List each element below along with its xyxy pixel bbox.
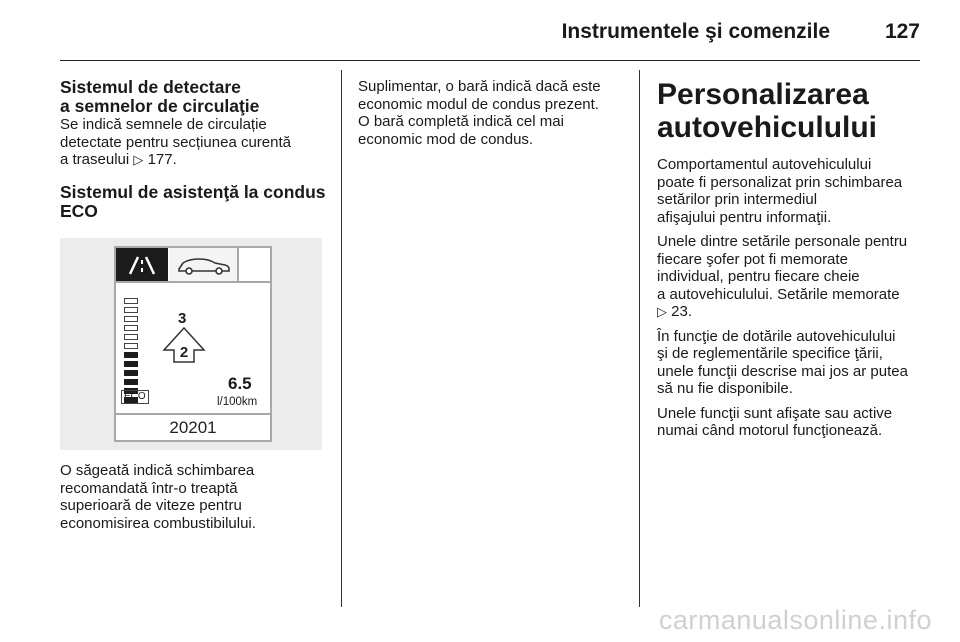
personalization-intro: Comportamentul autovehiculului poate fi personalizat prin schimbarea setărilor prin intermediul afişajului pentru informaţii. [657, 156, 903, 226]
traffic-sign-description: Se indică semnele de circulație detectate pentru secțiunea curentă a traseului ▷ 177. [60, 116, 291, 168]
car-icon [169, 248, 237, 281]
fuel-consumption-value: 6.5 [228, 374, 252, 393]
section-heading-personalization: Personalizarea autovehiculului [657, 78, 878, 144]
personalization-engine: Unele funcţii sunt afişate sau active numai când motorul funcţionează. [657, 404, 893, 439]
figure-caption: O săgeată indică schimbarea recomandată într-o treaptă superioară de viteze pentru economisirea combustibilului. [60, 462, 256, 532]
eco-display-figure [60, 238, 322, 450]
triangle-arrow-icon: ▷ [657, 304, 667, 319]
eco-bar-segment [124, 370, 138, 376]
personalization-equipment: În funcţie de dotările autovehiculului şi de reglementările specifice ţării, unele funcţii descrise mai jos ar putea să nu fie disponibile. [657, 327, 908, 397]
page-reference-link[interactable]: 177. [147, 151, 177, 168]
recommended-gear: 3 [178, 310, 187, 327]
watermark: carmanualsonline.info [658, 605, 932, 635]
column-3 [657, 78, 925, 440]
eco-bar-segment [124, 316, 138, 322]
eco-bar-description: Suplimentar, o bară indică dacă este economic modul de condus prezent. O bară completă indică cel mai economic mod de condus. [358, 78, 601, 148]
vehicle-tab [169, 248, 239, 281]
header-title: Instrumentele şi comenzile [561, 20, 830, 43]
traffic-sign-tab [116, 248, 168, 281]
column-1 [60, 78, 332, 221]
eco-bar-segment [124, 325, 138, 331]
shift-up-arrow-icon [162, 326, 206, 364]
eco-bar-segment [124, 307, 138, 313]
column-divider-left [341, 70, 342, 607]
fuel-consumption-unit: l/100km [217, 396, 258, 408]
eco-bar-segment [124, 343, 138, 349]
eco-display-screen [114, 246, 272, 442]
eco-bar-segment [124, 361, 138, 367]
current-gear: 2 [179, 344, 189, 361]
odometer-value: 20201 [169, 418, 217, 437]
page-number: 127 [884, 20, 920, 43]
lane-road-icon [116, 248, 168, 281]
personalization-memory: Unele dintre setările personale pentru fiecare şofer pot fi memorate individual, pentru fiecare cheie a autovehiculului. Setările memorate ▷ 23. [657, 233, 908, 320]
eco-bar-segment [124, 298, 138, 304]
eco-bar-segment [124, 352, 138, 358]
section-heading-eco: Sistemul de asistenţă la condus ECO [60, 181, 326, 221]
column-divider-right [639, 70, 640, 607]
eco-label: ECO [121, 390, 149, 404]
section-heading-traffic-sign: Sistemul de detectare a semnelor de circulaţie [60, 77, 260, 116]
eco-bar-segment [124, 334, 138, 340]
column-2 [358, 78, 628, 148]
page-header [60, 14, 920, 61]
page-reference-link[interactable]: 23. [671, 303, 693, 320]
triangle-arrow-icon: ▷ [133, 152, 144, 167]
eco-bar-segment [124, 379, 138, 385]
